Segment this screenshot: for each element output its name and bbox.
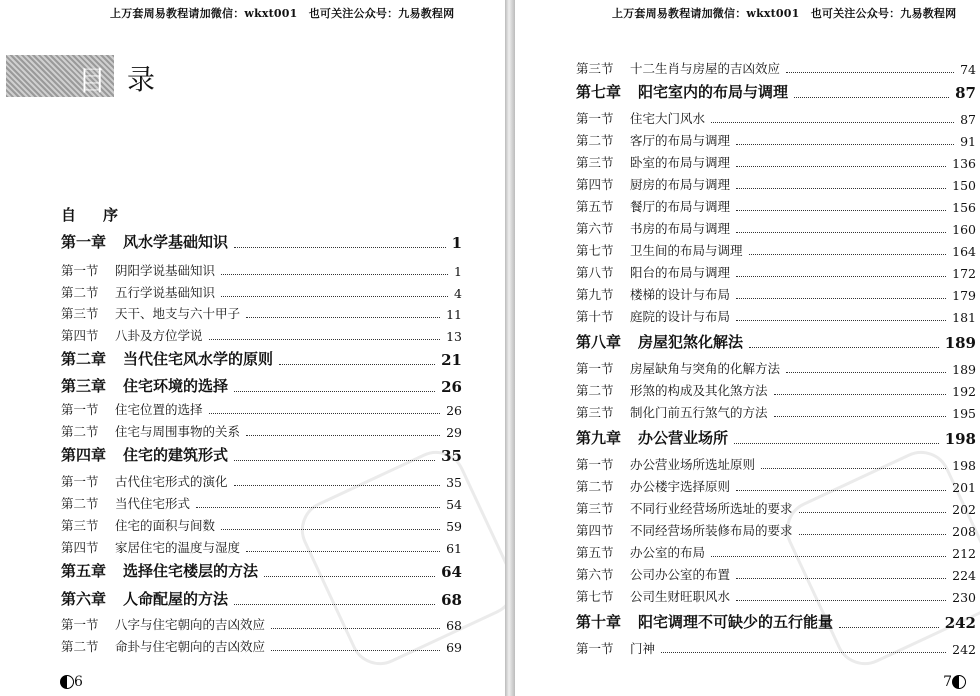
toc-entry-title: 办公营业场所	[638, 429, 729, 447]
toc-entry-page: 242	[944, 614, 976, 632]
toc-entry-label	[576, 427, 728, 448]
toc-entry-number: 第一节	[61, 617, 99, 632]
toc-section-row[interactable]	[61, 279, 462, 301]
toc-entry-page: 91	[960, 134, 976, 149]
toc-entry-label	[61, 304, 240, 322]
toc-entry-page: 192	[952, 384, 976, 399]
toc-entry-title: 客厅的布局与调理	[630, 133, 731, 148]
title-char-lu: 录	[127, 63, 156, 96]
toc-entry-title: 命卦与住宅朝向的吉凶效应	[115, 639, 266, 654]
toc-entry-page: 68	[441, 591, 462, 609]
toc-leader-dots	[839, 627, 939, 628]
toc-entry-number: 第一节	[61, 263, 99, 278]
toc-section-row[interactable]	[576, 259, 976, 281]
page-header: 上万套周易教程请加微信：wkxt001 也可关注公众号：九易教程网	[612, 7, 957, 20]
toc-entry-page: 208	[952, 524, 976, 539]
toc-entry-page: 172	[952, 266, 976, 281]
toc-entry-label	[576, 381, 768, 399]
toc-entry-number: 第二节	[61, 285, 99, 300]
toc-entry-label	[61, 538, 240, 556]
toc-entry-page: 21	[441, 351, 462, 369]
toc-entry-label	[61, 444, 228, 465]
book-gutter	[505, 0, 515, 696]
toc-entry-label	[576, 611, 833, 632]
toc-section-row[interactable]	[61, 490, 462, 512]
page-number-text: 6	[74, 674, 83, 690]
toc-chapter-row[interactable]	[61, 230, 462, 252]
toc-entry-page: 202	[952, 502, 976, 517]
toc-entry-page: 160	[952, 222, 976, 237]
toc-entry-label	[576, 455, 755, 473]
toc-leader-dots	[661, 652, 946, 653]
toc-entry-label	[61, 516, 215, 534]
toc-entry-label	[576, 403, 768, 421]
toc-entry-title: 住宅的建筑形式	[123, 446, 229, 464]
toc-entry-number: 第六节	[576, 567, 614, 582]
toc-entry-number: 第八节	[576, 265, 614, 280]
toc-section-row[interactable]	[576, 281, 976, 303]
toc-leader-dots	[234, 604, 435, 605]
toc-entry-page: 230	[952, 590, 976, 605]
toc-leader-dots	[749, 254, 947, 255]
toc-entry-label	[576, 543, 705, 561]
toc-entry-label	[576, 521, 793, 539]
toc-leader-dots	[736, 600, 946, 601]
toc-leader-dots	[734, 443, 939, 444]
toc-entry-page: 224	[952, 568, 976, 583]
toc-entry-title: 书房的布局与调理	[630, 221, 731, 236]
toc-preface-row[interactable]	[61, 203, 462, 225]
toc-entry-page: 26	[446, 403, 462, 418]
toc-leader-dots	[221, 274, 448, 275]
toc-entry-label	[61, 494, 190, 512]
toc-entry-number: 第七节	[576, 243, 614, 258]
toc-entry-page: 156	[952, 200, 976, 215]
toc-entry-page: 189	[952, 362, 976, 377]
page-number-left	[60, 674, 83, 690]
toc-entry-number: 第三节	[576, 405, 614, 420]
toc-entry-label	[576, 131, 730, 149]
toc-entry-page: 198	[952, 458, 976, 473]
toc-entry-page: 164	[952, 244, 976, 259]
toc-leader-dots	[736, 188, 946, 189]
toc-entry-page: 35	[441, 447, 462, 465]
toc-entry-page: 198	[944, 430, 976, 448]
toc-entry-label	[61, 588, 228, 609]
toc-leader-dots	[221, 296, 448, 297]
toc-entry-label	[576, 499, 793, 517]
toc-entry-title: 房屋犯煞化解法	[638, 333, 744, 351]
yin-yang-icon	[60, 675, 74, 689]
toc-entry-number: 第十章	[576, 613, 622, 631]
toc-leader-dots	[736, 232, 946, 233]
toc-entry-title: 公司办公室的布置	[630, 567, 731, 582]
toc-section-row[interactable]	[576, 171, 976, 193]
toc-entry-page: 1	[451, 234, 462, 252]
toc-entry-page: 61	[446, 541, 462, 556]
toc-section-row[interactable]	[576, 237, 976, 259]
toc-entry-number: 第四节	[61, 540, 99, 555]
toc-entry-label	[576, 307, 730, 325]
toc-entry-title: 门神	[630, 641, 656, 656]
toc-entry-number: 第四节	[576, 523, 614, 538]
toc-leader-dots	[736, 276, 946, 277]
toc-entry-title: 阳宅室内的布局与调理	[638, 83, 789, 101]
toc-entry-title: 住宅环境的选择	[123, 377, 229, 395]
toc-entry-label	[61, 261, 215, 279]
toc-entry-page: 212	[952, 546, 976, 561]
toc-chapter-row[interactable]	[61, 374, 462, 396]
toc-section-row[interactable]	[576, 215, 976, 237]
toc-leader-dots	[786, 72, 954, 73]
toc-entry-page: 150	[952, 178, 976, 193]
toc-entry-page: 35	[446, 475, 462, 490]
toc-leader-dots	[209, 413, 441, 414]
toc-entry-page: 179	[952, 288, 976, 303]
toc-entry-label	[576, 153, 730, 171]
toc-entry-title: 办公营业场所选址原则	[630, 457, 756, 472]
toc-leader-dots	[234, 391, 435, 392]
toc-entry-page: 13	[446, 329, 462, 344]
toc-entry-page: 64	[441, 563, 462, 581]
toc-entry-label	[576, 197, 730, 215]
toc-entry-label	[576, 263, 730, 281]
toc-section-row[interactable]	[576, 635, 976, 657]
title-char-mu: 目	[78, 64, 107, 97]
toc-section-row[interactable]	[576, 55, 976, 77]
title-block	[6, 55, 114, 97]
toc-entry-page: 68	[446, 618, 462, 633]
toc-leader-dots	[271, 628, 440, 629]
toc-entry-title: 办公楼宇选择原则	[630, 479, 731, 494]
toc-entry-number: 第二节	[576, 133, 614, 148]
toc-leader-dots	[799, 512, 947, 513]
page-header: 上万套周易教程请加微信：wkxt001 也可关注公众号：九易教程网	[110, 7, 455, 20]
toc-entry-label	[61, 615, 265, 633]
toc-entry-number: 第五节	[576, 545, 614, 560]
toc-entry-number: 第五章	[61, 562, 107, 580]
toc-entry-title: 阴阳学说基础知识	[115, 263, 216, 278]
toc-section-row[interactable]	[576, 473, 976, 495]
toc-leader-dots	[774, 394, 947, 395]
toc-entry-title: 天干、地支与六十甲子	[115, 306, 241, 321]
toc-chapter-row[interactable]	[576, 330, 976, 352]
toc-chapter-row[interactable]	[576, 610, 976, 632]
toc-entry-label	[576, 331, 743, 352]
toc-entry-title: 不同经营场所装修布局的要求	[630, 523, 793, 538]
toc-entry-number: 第二节	[576, 479, 614, 494]
toc-section-row[interactable]	[576, 517, 976, 539]
toc-leader-dots	[736, 490, 946, 491]
toc-leader-dots	[736, 298, 946, 299]
toc-entry-title: 厨房的布局与调理	[630, 177, 731, 192]
toc-entry-title: 卧室的布局与调理	[630, 155, 731, 170]
toc-entry-label	[576, 81, 788, 102]
toc-entry-title: 餐厅的布局与调理	[630, 199, 731, 214]
toc-entry-number: 第八章	[576, 333, 622, 351]
toc-entry-title: 八字与住宅朝向的吉凶效应	[115, 617, 266, 632]
toc-entry-number: 第四节	[61, 328, 99, 343]
toc-entry-page: 181	[952, 310, 976, 325]
toc-leader-dots	[246, 317, 440, 318]
toc-entry-label	[61, 400, 203, 418]
toc-entry-label	[61, 326, 203, 344]
toc-leader-dots	[736, 144, 954, 145]
toc-entry-page: 87	[955, 84, 976, 102]
toc-entry-page: 136	[952, 156, 976, 171]
toc-section-row[interactable]	[576, 303, 976, 325]
toc-entry-title: 住宅大门风水	[630, 111, 706, 126]
toc-entry-label	[61, 422, 240, 440]
toc-section-row[interactable]	[61, 322, 462, 344]
toc-section-row[interactable]	[61, 257, 462, 279]
toc-section-row[interactable]	[576, 399, 976, 421]
page-number-right	[943, 674, 966, 690]
toc-section-row[interactable]	[61, 300, 462, 322]
toc-entry-page: 189	[944, 334, 976, 352]
toc-leader-dots	[736, 210, 946, 211]
toc-entry-number: 第六节	[576, 221, 614, 236]
toc-entry-number: 第三节	[576, 155, 614, 170]
toc-entry-title: 当代住宅形式	[115, 496, 191, 511]
toc-entry-number: 第二节	[576, 383, 614, 398]
toc-entry-title: 房屋缺角与突角的化解方法	[630, 361, 781, 376]
toc-entry-label	[576, 639, 655, 657]
toc-entry-title: 住宅的面积与间数	[115, 518, 216, 533]
toc-leader-dots	[774, 416, 947, 417]
toc-entry-title: 庭院的设计与布局	[630, 309, 731, 324]
toc-entry-number: 第一节	[61, 402, 99, 417]
toc-entry-number: 第七章	[576, 83, 622, 101]
toc-entry-title: 不同行业经营场所选址的要求	[630, 501, 793, 516]
toc-entry-title: 楼梯的设计与布局	[630, 287, 731, 302]
toc-leader-dots	[736, 578, 946, 579]
toc-entry-page: 11	[446, 307, 462, 322]
toc-leader-dots	[711, 556, 946, 557]
toc-section-row[interactable]	[576, 105, 976, 127]
toc-entry-page: 242	[952, 642, 976, 657]
toc-entry-number: 第一节	[576, 641, 614, 656]
toc-entry-label	[576, 175, 730, 193]
toc-entry-number: 第一章	[61, 233, 107, 251]
toc-entry-label	[576, 109, 705, 127]
toc-section-row[interactable]	[576, 451, 976, 473]
toc-chapter-row[interactable]	[61, 587, 462, 609]
toc-section-row[interactable]	[576, 355, 976, 377]
toc-entry-label	[576, 59, 780, 77]
toc-entry-page: 201	[952, 480, 976, 495]
toc-section-row[interactable]	[576, 561, 976, 583]
toc-entry-page: 29	[446, 425, 462, 440]
toc-entry-label	[576, 285, 730, 303]
toc-leader-dots	[264, 576, 435, 577]
toc-entry-label	[61, 472, 228, 490]
toc-entry-title: 办公室的布局	[630, 545, 706, 560]
toc-leader-dots	[761, 468, 946, 469]
toc-entry-number: 第三章	[61, 377, 107, 395]
toc-leader-dots	[736, 320, 946, 321]
toc-entry-page: 1	[454, 264, 462, 279]
toc-entry-label: 自 序	[61, 206, 125, 224]
toc-entry-label	[61, 231, 228, 252]
toc-entry-title: 人命配屋的方法	[123, 590, 229, 608]
toc-chapter-row[interactable]	[576, 426, 976, 448]
toc-section-row[interactable]	[576, 193, 976, 215]
toc-section-row[interactable]	[61, 396, 462, 418]
toc-entry-title: 当代住宅风水学的原则	[123, 350, 274, 368]
toc-entry-number: 第七节	[576, 589, 614, 604]
toc-entry-page: 59	[446, 519, 462, 534]
toc-leader-dots	[234, 485, 441, 486]
toc-entry-page: 87	[960, 112, 976, 127]
toc-section-row[interactable]	[576, 539, 976, 561]
toc-entry-page: 54	[446, 497, 462, 512]
toc-entry-title: 阳宅调理不可缺少的五行能量	[638, 613, 834, 631]
toc-section-row[interactable]	[576, 377, 976, 399]
toc-leader-dots	[246, 435, 440, 436]
toc-entry-number: 第三节	[576, 61, 614, 76]
toc-chapter-row[interactable]	[61, 559, 462, 581]
toc-leader-dots	[799, 534, 947, 535]
toc-entry-label	[576, 587, 730, 605]
toc-entry-page: 195	[952, 406, 976, 421]
toc-entry-label	[61, 348, 273, 369]
toc-entry-label	[576, 359, 780, 377]
toc-leader-dots	[196, 507, 440, 508]
toc-entry-label	[61, 375, 228, 396]
toc-entry-label	[576, 219, 730, 237]
toc-entry-label	[61, 283, 215, 301]
toc-leader-dots	[711, 122, 954, 123]
toc-entry-label	[576, 477, 730, 495]
toc-entry-title: 十二生肖与房屋的吉凶效应	[630, 61, 781, 76]
toc-entry-number: 第三节	[61, 306, 99, 321]
toc-entry-number: 第二节	[61, 496, 99, 511]
toc-entry-page: 74	[960, 62, 976, 77]
toc-section-row[interactable]	[61, 611, 462, 633]
toc-entry-number: 第一节	[576, 111, 614, 126]
toc-entry-number: 第一节	[576, 457, 614, 472]
toc-section-row[interactable]	[61, 633, 462, 655]
toc-entry-label	[576, 241, 743, 259]
toc-entry-number: 第九节	[576, 287, 614, 302]
toc-entry-number: 第二章	[61, 350, 107, 368]
toc-leader-dots	[736, 166, 946, 167]
toc-leader-dots	[749, 347, 939, 348]
toc-entry-number: 第二节	[61, 639, 99, 654]
toc-entry-title: 公司生财旺职风水	[630, 589, 731, 604]
toc-entry-title: 古代住宅形式的演化	[115, 474, 228, 489]
toc-entry-title: 制化门前五行煞气的方法	[630, 405, 768, 420]
toc-entry-title: 形煞的构成及其化煞方法	[630, 383, 768, 398]
toc-entry-page: 69	[446, 640, 462, 655]
toc-leader-dots	[234, 247, 446, 248]
toc-section-row[interactable]	[61, 534, 462, 556]
toc-entry-title: 卫生间的布局与调理	[630, 243, 743, 258]
toc-section-row[interactable]	[61, 418, 462, 440]
toc-entry-page: 4	[454, 286, 462, 301]
toc-section-row[interactable]	[61, 512, 462, 534]
toc-section-row[interactable]	[576, 149, 976, 171]
toc-entry-title: 住宅位置的选择	[115, 402, 203, 417]
toc-leader-dots	[794, 97, 949, 98]
toc-leader-dots	[279, 364, 435, 365]
yin-yang-icon	[952, 675, 966, 689]
toc-leader-dots	[234, 460, 435, 461]
toc-leader-dots	[209, 339, 441, 340]
toc-entry-number: 第五节	[576, 199, 614, 214]
toc-chapter-row[interactable]	[576, 80, 976, 102]
toc-section-row[interactable]	[576, 127, 976, 149]
toc-leader-dots	[221, 529, 440, 530]
toc-entry-number: 第四节	[576, 177, 614, 192]
toc-entry-title: 五行学说基础知识	[115, 285, 216, 300]
toc-section-row[interactable]	[576, 583, 976, 605]
toc-leader-dots	[786, 372, 946, 373]
toc-entry-number: 第一节	[576, 361, 614, 376]
toc-entry-number: 第十节	[576, 309, 614, 324]
toc-chapter-row[interactable]	[61, 443, 462, 465]
toc-entry-label	[61, 637, 265, 655]
right-page	[515, 0, 980, 696]
toc-entry-number: 第九章	[576, 429, 622, 447]
toc-entry-title: 家居住宅的温度与湿度	[115, 540, 241, 555]
toc-leader-dots	[246, 551, 440, 552]
toc-leader-dots	[271, 650, 440, 651]
toc-entry-number: 第四章	[61, 446, 107, 464]
toc-entry-title: 风水学基础知识	[123, 233, 229, 251]
toc-entry-label	[576, 565, 730, 583]
toc-entry-title: 住宅与周围事物的关系	[115, 424, 241, 439]
toc-entry-number: 第一节	[61, 474, 99, 489]
toc-section-row[interactable]	[576, 495, 976, 517]
toc-entry-title: 八卦及方位学说	[115, 328, 203, 343]
toc-chapter-row[interactable]	[61, 347, 462, 369]
toc-section-row[interactable]	[61, 468, 462, 490]
toc-entry-title: 选择住宅楼层的方法	[123, 562, 259, 580]
page-number-text: 7	[943, 674, 952, 690]
toc-entry-number: 第三节	[61, 518, 99, 533]
toc-entry-label	[61, 560, 258, 581]
toc-entry-title: 阳台的布局与调理	[630, 265, 731, 280]
toc-entry-number: 第三节	[576, 501, 614, 516]
toc-entry-number: 第二节	[61, 424, 99, 439]
toc-entry-page: 26	[441, 378, 462, 396]
toc-entry-number: 第六章	[61, 590, 107, 608]
